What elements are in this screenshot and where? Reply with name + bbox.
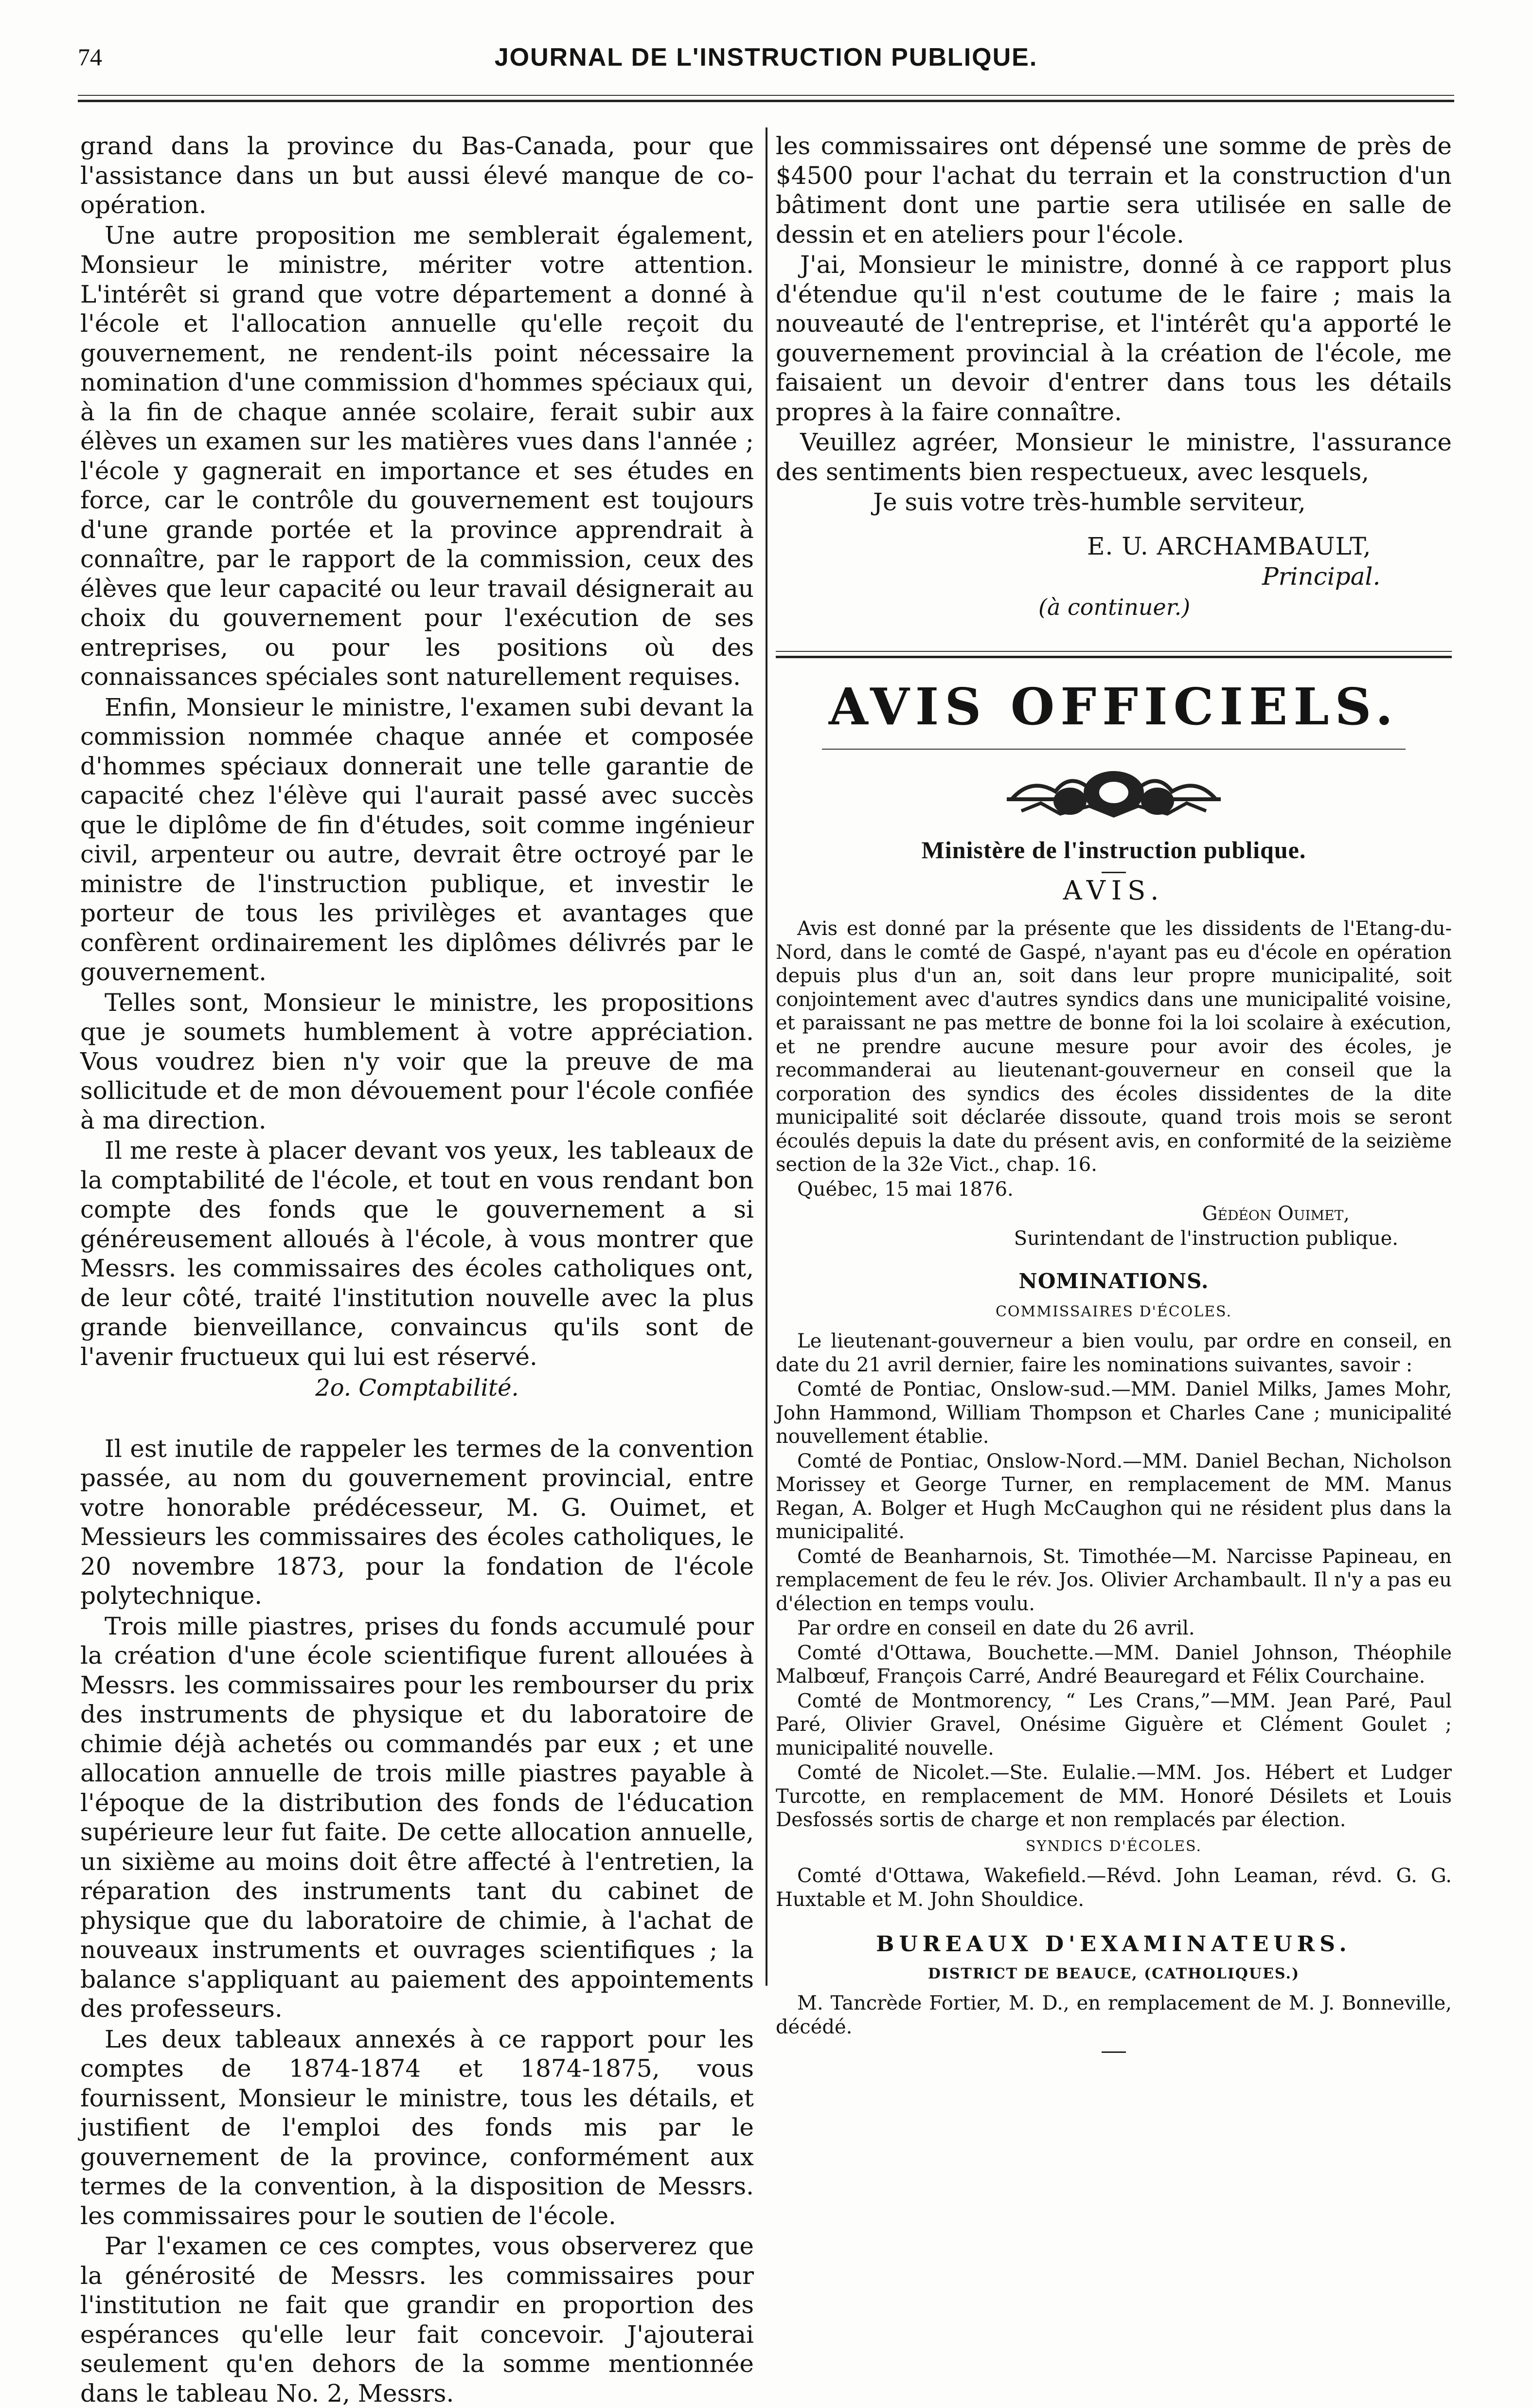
date-line: Québec, 15 mai 1876. [797,1178,1014,1201]
paragraph: Enfin, Monsieur le ministre, l'examen subi devant la commission nommée chaque année et composée d'hommes spéciaux donnerait une telle garantie de capacité chez l'élève qui l'aurait passé avec succès que le diplôme de fin d'études, soit comme ingénieur civil, arpenteur ou autre, devrait être octroyé par le ministre de l'instruction publique, et investir le porteur de tous les privilèges et avantages que confèrent ordinairement les diplômes délivrés par le gouvernement. [80,693,754,986]
paragraph: Telles sont, Monsieur le ministre, les propositions que je soumets humblement à votre appréciation. Vous voudrez bien n'y voir que la preuve de ma sollicitude et de mon dévouement pour l'école confiée à ma direction. [80,988,754,1134]
nomination-item: Comté de Nicolet.—Ste. Eulalie.—MM. Jos. Hébert et Ludger Turcotte, en remplacement de MM. Honoré Désilets et Louis Desfossés sortis de charge et non remplacés par élection. [776,1761,1452,1831]
bureaux-heading: BUREAUX D'EXAMINATEURS. [876,1932,1352,1957]
section-rule-thick [776,656,1452,658]
nomination-item: Comté de Beanharnois, St. Timothée—M. Narcisse Papineau, en remplacement de feu le rév. Jos. Olivier Archambault. Il n'y a pas eu d'élection en temps voulu. [776,1545,1452,1615]
avis-text: Avis est donné par la présente que les dissidents de l'Etang-du-Nord, dans le comté de Gaspé, n'ayant pas eu d'école en opération depuis plus d'un an, soit dans leur propre municipalité, soit conjointement avec d'autres syndics dans une municipalité voisine, et paraissant ne pas mettre de bonne foi la loi scolaire à exécution, et ne prendre aucune mesure pour avoir des écoles, je recommanderai au lieutenant-gouverneur en conseil que la corporation des syndics des écoles dissidentes de la dite municipalité soit déclarée dissoute, quand trois mois se seront écoulés depuis la date du présent avis, en conformité de la seizième section de la 32e Vict., chap. 16. [776,917,1452,1176]
header-rule-top [78,95,1454,96]
paragraph: Trois mille piastres, prises du fonds accumulé pour la création d'une école scientifique furent allouées à Messrs. les commissaires pour les rembourser du prix des instruments de physique et du laboratoire de chimie déjà achetés ou commandés par eux ; et une allocation annuelle de trois mille piastres payable à l'époque de la distribution des fonds de l'éducation supérieure leur fut faite. De cette allocation annuelle, un sixième au moins doit être affecté à l'entretien, la réparation des instruments tant du cabinet de physique que du laboratoire de chimie, à l'achat de nouveaux instruments et ouvrages scientifiques ; la balance s'appliquant au paiement des appointements des professeurs. [80,1612,754,2023]
signature-title: Principal. [1262,562,1381,591]
nominations-intro: Le lieutenant-gouverneur a bien voulu, par ordre en conseil, en date du 21 avril dernier, faire les nominations suivantes, savoir : [776,1330,1452,1376]
nomination-item: Comté de Pontiac, Onslow-sud.—MM. Daniel Milks, James Mohr, John Hammond, William Thompson et Charles Cane ; municipalité nouvellement établie. [776,1378,1452,1448]
ministry-heading: Ministère de l'instruction publique. [921,836,1306,863]
syndics-heading: SYNDICS D'ÉCOLES. [1025,1837,1202,1855]
notices [776,917,1452,2053]
nomination-item: Comté de Pontiac, Onslow-Nord.—MM. Daniel Bechan, Nicholson Morissey et George Turner, en remplacement de MM. Manus Regan, A. Bolger et Hugh McCaughon qui ne résident plus dans la municipalité. [776,1450,1452,1543]
avis-officiels-title: AVIS OFFICIELS. [828,677,1399,737]
district-heading: DISTRICT DE BEAUCE, (CATHOLIQUES.) [927,1965,1300,1982]
subheading-comptabilite: 2o. Comptabilité. [315,1374,519,1402]
section-rule [776,651,1452,652]
paragraph: Par l'examen ce ces comptes, vous observerez que la générosité de Messrs. les commissaires pour l'institution ne fait que grandir en proportion des espérances qu'elle leur fait concevoir. J'ajouterai seulement qu'en dehors de la somme mentionnée dans le tableau No. 2, Messrs. [80,2232,754,2408]
signatory-name: Gédéon Ouimet, [1202,1203,1350,1225]
crest-ornament-icon [1002,767,1226,821]
short-rule [1102,872,1126,873]
running-title: JOURNAL DE L'INSTRUCTION PUBLIQUE. [494,43,1038,72]
signature-name: E. U. ARCHAMBAULT, [1087,532,1372,560]
syndics-item: Comté d'Ottawa, Wakefield.—Révd. John Leaman, révd. G. G. Huxtable et M. John Shouldice. [776,1865,1452,1911]
right-column [776,131,1452,2056]
continuer-note: (à continuer.) [1038,593,1191,620]
nomination-item: Par ordre en conseil en date du 26 avril. [797,1617,1195,1639]
paragraph: Veuillez agréer, Monsieur le ministre, l'assurance des sentiments bien respectueux, avec lesquels, [776,428,1452,486]
paragraph: J'ai, Monsieur le ministre, donné à ce rapport plus d'étendue qu'il n'est coutume de le faire ; mais la nouveauté de l'entreprise, et l'intérêt qu'a apporté le gouvernement provincial à la création de l'école, me faisaient un devoir d'entrer dans tous les détails propres à la faire connaître. [776,251,1452,426]
district-item: M. Tancrède Fortier, M. D., en remplacement de M. J. Bonneville, décédé. [776,1992,1452,2038]
commissaires-heading: COMMISSAIRES D'ÉCOLES. [995,1303,1232,1320]
paragraph: Il me reste à placer devant vos yeux, les tableaux de la comptabilité de l'école, et tout en vous rendant bon compte des fonds que le gouvernement a si généreusement alloués à l'école, à vous montrer que Messrs. les commissaires des écoles catholiques ont, de leur côté, traité l'institution nouvelle avec la plus grande bienveillance, convaincus qu'ils sont de l'avenir fructueux qui lui est réservé. [80,1136,754,1371]
nomination-item: Comté d'Ottawa, Bouchette.—MM. Daniel Johnson, Théophile Malbœuf, François Carré, André Beauregard et Félix Courchaine. [776,1641,1452,1688]
nominations-heading: NOMINATIONS. [1018,1269,1209,1293]
nomination-item: Comté de Montmorency, “ Les Crans,”—MM. Jean Paré, Paul Paré, Olivier Gravel, Onésime Giguère et Clément Goulet ; municipalité nouvelle. [776,1689,1452,1760]
signatory-title: Surintendant de l'instruction publique. [1014,1227,1398,1250]
header-rule-bottom [78,100,1454,102]
title-rule [822,749,1406,750]
closing-line: Je suis votre très-humble serviteur, [873,488,1306,516]
column-divider [766,127,767,1986]
paragraph: Il est inutile de rappeler les termes de la convention passée, au nom du gouvernement provincial, entre votre honorable prédécesseur, M. G. Ouimet, et Messieurs les commissaires des écoles catholiques, le 20 novembre 1873, pour la fondation de l'école polytechnique. [80,1434,754,1610]
end-rule [1102,2051,1126,2053]
left-column [80,131,754,2408]
avis-heading: AVIS. [1063,875,1165,906]
paragraph: grand dans la province du Bas-Canada, pour que l'assistance dans un but aussi élevé manque de co-opération. [80,132,754,219]
page-header [78,43,1454,72]
paragraph: les commissaires ont dépensé une somme de près de $4500 pour l'achat du terrain et la construction d'un bâtiment dont une partie sera utilisée en salle de dessin et en ateliers pour l'école. [776,132,1452,249]
paragraph: Une autre proposition me semblerait également, Monsieur le ministre, mériter votre attention. L'intérêt si grand que votre département a donné à l'école et l'allocation annuelle qu'elle reçoit du gouvernement, ne rendent-ils point nécessaire la nomination d'une commission d'hommes spéciaux qui, à la fin de chaque année scolaire, ferait subir aux élèves un examen sur les matières vues dans l'année ; l'école y gagnerait en importance et ses études en force, car le contrôle du gouvernement est toujours d'une grande portée et la province apprendrait à connaître, par le rapport de la commission, ceux des élèves que leur capacité ou leur travail désignerait au choix du gouvernement pour l'exécution de ses entreprises, ou pour les positions où des connaissances spéciales sont naturellement requises. [80,221,754,691]
paragraph: Les deux tableaux annexés à ce rapport pour les comptes de 1874-1874 et 1874-1875, vous fournissent, Monsieur le ministre, tous les détails, et justifient de l'emploi des fonds mis par le gouvernement de la province, conformément aux termes de la convention, à la disposition de Messrs. les commissaires pour le soutien de l'école. [80,2025,754,2230]
page-number: 74 [78,43,102,71]
